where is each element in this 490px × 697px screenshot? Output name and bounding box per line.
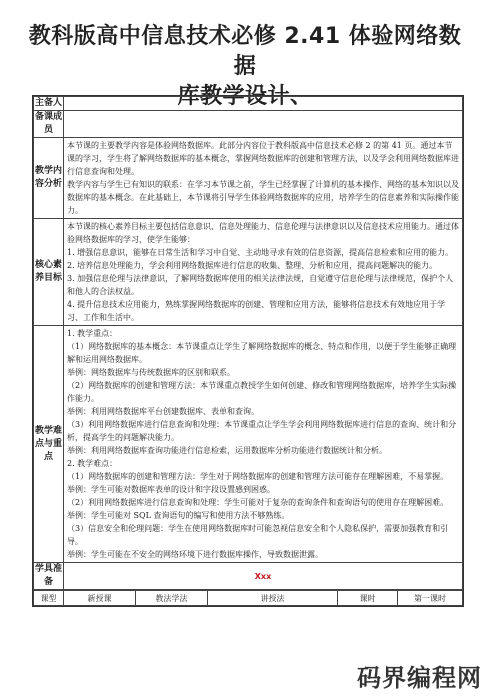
label-analysis: 教学内容分析 [34,138,64,219]
title-line-1: 教科版高中信息技术必修 2.41 体验网络数据 [28,24,462,79]
goals-item: 4. 提升信息技术应用能力，熟练掌握网络数据库的创建、管理和应用方法，能够将信息技术有效地应用于学习、工作和生活中。 [67,300,446,322]
site-watermark: 码界编程网 [357,664,482,692]
keypoints-example: 举例：学生可能对数据库表单的设计和字段设置感到困惑。 [67,485,275,494]
row-members [34,111,463,138]
footer-method-value: 讲授法 [208,591,338,606]
label-members: 备课成员 [34,111,64,138]
row-keypoints [34,326,463,563]
title-line-2: 库教学设计、 [177,84,313,109]
keypoints-item: （2）利用网络数据库进行信息查询和处理：学生可能对于复杂的查询条件和查询语句的使用存在理解困难。 [67,498,449,507]
goals-content [64,219,463,326]
footer-method-label: 教法学法 [136,591,208,606]
keypoints-example: 举例：利用网络数据库查询功能进行信息检索，运用数据库分析功能进行数据统计和分析。 [67,446,387,455]
analysis-paragraph: 本节课的主要教学内容是体验网络数据库。此部分内容位于教科版高中信息技术必修 2 的第 41 页。通过本节课的学习，学生将了解网络数据库的基本概念，掌握网络数据库的创建和管理方法，以及学会利用网络数据库进行信息查询和处理。 [67,141,459,176]
keypoints-item: （1）网络数据库的创建和管理方法：学生对于网络数据库的创建和管理方法可能存在理解困难，不易掌握。 [67,472,449,481]
row-prep [34,563,463,590]
keypoints-content [64,326,463,563]
analysis-content [64,138,463,219]
row-analysis [34,138,463,219]
keypoints-heading: 2. 教学难点： [67,459,118,468]
footer-lesson-type-label: 课型 [34,591,64,606]
goals-paragraph: 本节课的核心素养目标主要包括信息意识、信息处理能力、信息伦理与法律意识以及信息技术应用能力。通过体验网络数据库的学习，使学生能够： [67,222,459,244]
keypoints-item: （3）利用网络数据库进行信息查询和处理：本节课重点让学生学会利用网络数据库进行信息的查询、统计和分析，提高学生的问题解决能力。 [67,420,457,442]
keypoints-heading: 1. 教学重点： [67,329,118,338]
lesson-plan-table [32,95,464,607]
label-keypoints: 教学难点与重点 [34,326,64,563]
keypoints-item: （2）网络数据库的创建和管理方法：本节课重点教授学生如何创建、修改和管理网络数据库，培养学生实际操作能力。 [67,381,457,403]
value-author [64,97,463,111]
footer-period-label: 课时 [338,591,398,606]
label-author: 主备人 [34,97,64,111]
row-goals [34,219,463,326]
keypoints-example: 举例：利用网络数据库平台创建数据库、表单和查询。 [67,407,259,416]
keypoints-example: 举例：学生可能对 SQL 查询语句的编写和使用方法不够熟练。 [67,511,290,520]
footer-period-value: 第一课时 [398,591,463,606]
keypoints-item: （3）信息安全和伦理问题：学生在使用网络数据库时可能忽视信息安全和个人隐私保护，需要加强教育和引导。 [67,524,449,546]
goals-item: 3. 加强信息伦理与法律意识，了解网络数据库使用的相关法律法规，自觉遵守信息伦理与法律规范，保护个人和他人的合法权益。 [67,274,454,296]
value-members [64,111,463,138]
analysis-paragraph: 教学内容与学生已有知识的联系：在学习本节课之前，学生已经掌握了计算机的基本操作、网络的基本知识以及数据库的基本概念。在此基础上，本节课将引导学生体验网络数据库的应用，培养学生的信息素养和实际操作能力。 [67,180,459,215]
goals-item: 1. 增强信息意识，能够在日常生活和学习中自觉、主动地寻求有效的信息资源，提高信息检索和应用的能力。 [67,248,454,257]
keypoints-item: （1）网络数据库的基本概念：本节课重点让学生了解网络数据库的概念、特点和作用，以便于学生能够正确理解和运用网络数据库。 [67,342,457,364]
keypoints-example: 举例：学生可能在不安全的网络环境下进行数据库操作，导致数据泄露。 [67,550,323,559]
label-prep: 学具准备 [34,563,64,590]
footer-row [33,590,463,606]
row-author [34,97,463,111]
footer-lesson-type-value: 新授课 [64,591,136,606]
label-goals: 核心素养目标 [34,219,64,326]
keypoints-example: 举例：网络数据库与传统数据库的区别和联系。 [67,368,235,377]
goals-item: 2. 培养信息处理能力，学会利用网络数据库进行信息的收集、整理、分析和应用，提高问题解决的能力。 [67,261,438,270]
value-prep: Xxx [64,563,463,590]
